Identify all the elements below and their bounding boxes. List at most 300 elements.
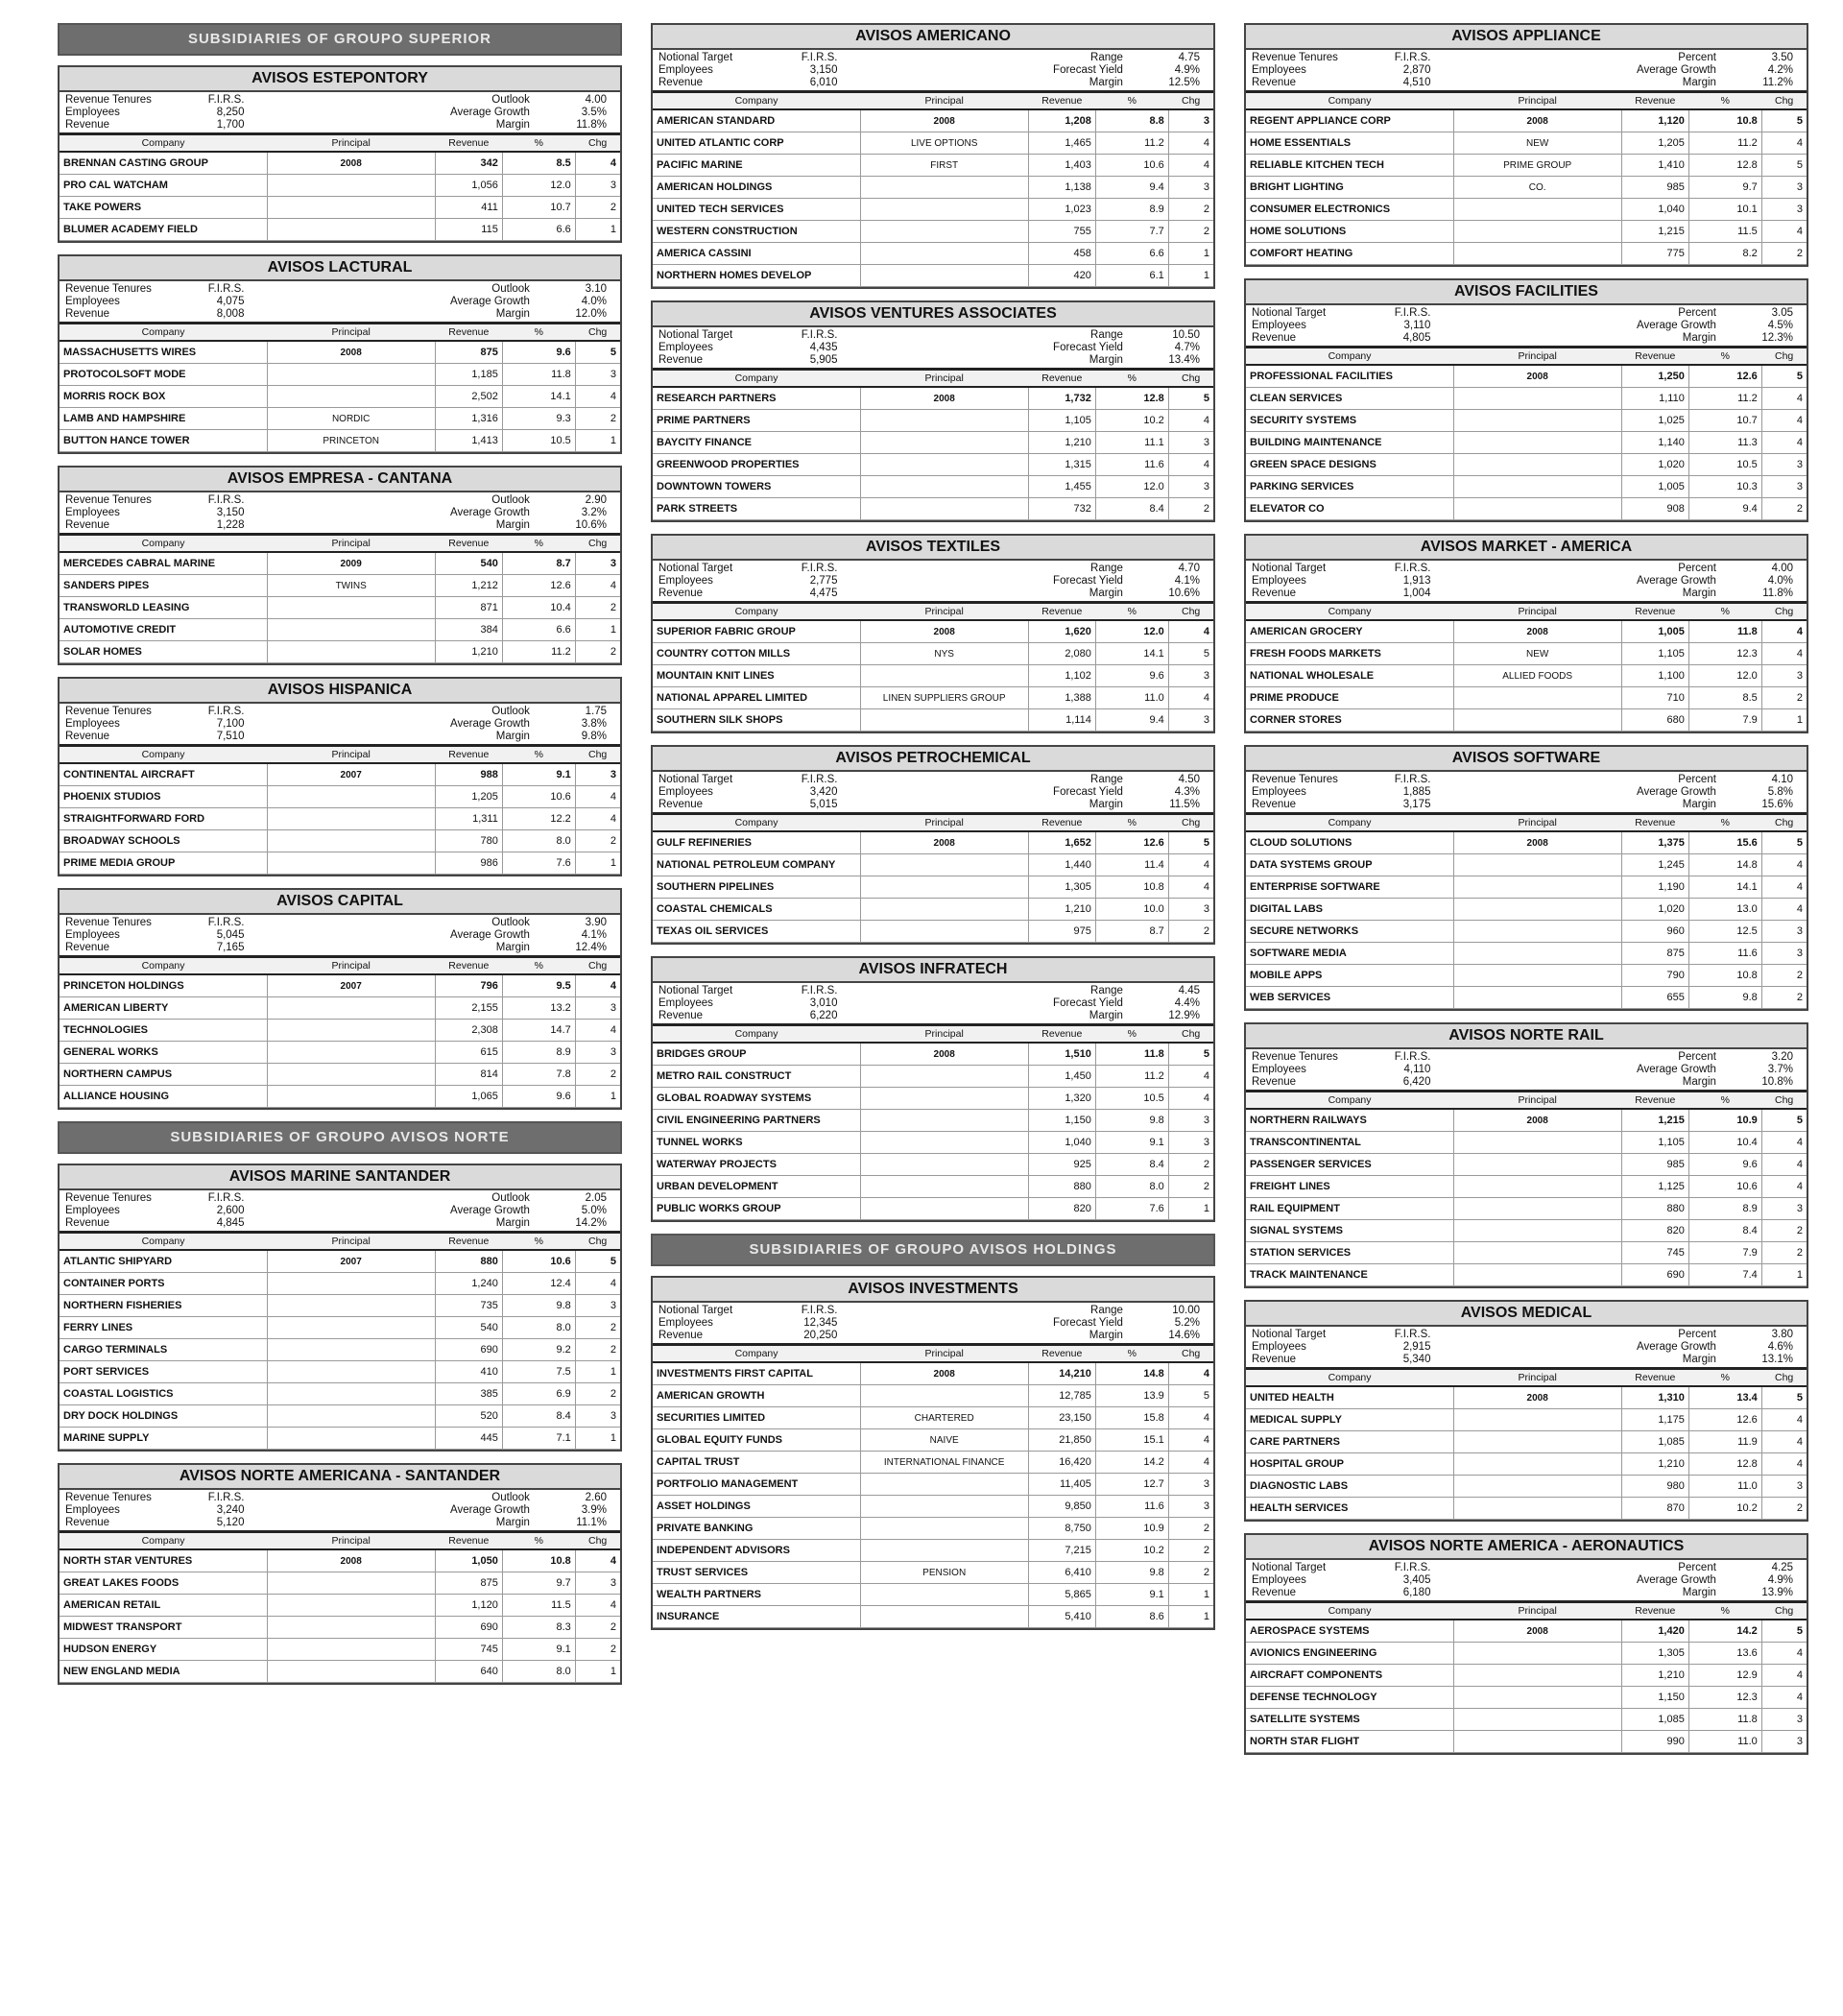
company-name: MASSACHUSETTS WIRES (60, 341, 267, 364)
company-name: RELIABLE KITCHEN TECH (1246, 155, 1453, 177)
principal: 2008 (1453, 831, 1621, 854)
change: 1 (1761, 709, 1807, 732)
table-row (60, 786, 620, 808)
header-row (1246, 1603, 1807, 1620)
table-title: AVISOS AMERICANO (653, 25, 1213, 50)
company-name: AMERICAN HOLDINGS (653, 177, 860, 199)
revenue: 342 (435, 152, 502, 175)
table-row (1246, 365, 1807, 388)
company-name: GLOBAL EQUITY FUNDS (653, 1429, 860, 1452)
principal (267, 1339, 435, 1361)
info-value: 12,345 (803, 1317, 838, 1329)
principal (1453, 1409, 1621, 1431)
change: 5 (1761, 1620, 1807, 1643)
revenue: 680 (1621, 709, 1688, 732)
change: 4 (575, 786, 620, 808)
info-value: 4.10 (1771, 774, 1793, 785)
change: 4 (575, 575, 620, 597)
subsidiary-table (651, 534, 1215, 733)
info-label: Revenue Tenures (65, 494, 152, 506)
company-name: HOME SOLUTIONS (1246, 221, 1453, 243)
column-header: Chg (1168, 1346, 1213, 1362)
column-header: Chg (1761, 815, 1807, 831)
table-row (653, 1385, 1213, 1407)
percent: 6.6 (1095, 243, 1168, 265)
percent: 9.7 (1688, 177, 1761, 199)
principal: 2008 (267, 341, 435, 364)
info-label: Margin (1089, 354, 1123, 366)
revenue: 1,210 (1028, 899, 1095, 921)
table-row (1246, 199, 1807, 221)
company-name: CONSUMER ELECTRONICS (1246, 199, 1453, 221)
company-name: GREENWOOD PROPERTIES (653, 454, 860, 476)
company-name: CIVIL ENGINEERING PARTNERS (653, 1110, 860, 1132)
info-value: 10.6% (1168, 588, 1200, 599)
change: 2 (1761, 1220, 1807, 1242)
info-label: Notional Target (658, 985, 733, 996)
company-name: MIDWEST TRANSPORT (60, 1617, 267, 1639)
company-name: LAMB AND HAMPSHIRE (60, 408, 267, 430)
percent: 8.2 (1688, 243, 1761, 265)
change: 3 (1761, 943, 1807, 965)
table-row (1246, 665, 1807, 687)
company-name: SECURITIES LIMITED (653, 1407, 860, 1429)
info-label: Employees (65, 929, 120, 941)
info-value: 4.00 (1771, 563, 1793, 574)
info-value: 3.9% (581, 1504, 607, 1516)
percent: 15.6 (1688, 831, 1761, 854)
table-row (653, 709, 1213, 732)
info-label: Employees (1252, 1574, 1306, 1586)
change: 3 (1761, 921, 1807, 943)
principal: NEW (1453, 643, 1621, 665)
change: 3 (575, 364, 620, 386)
info-value: 8,250 (216, 107, 245, 118)
principal (267, 830, 435, 852)
company-name: PACIFIC MARINE (653, 155, 860, 177)
revenue: 420 (1028, 265, 1095, 287)
change: 1 (1168, 243, 1213, 265)
column-right (1244, 23, 1808, 1766)
info-value: 4,435 (809, 342, 838, 353)
percent: 12.6 (1095, 831, 1168, 854)
table-row (1246, 620, 1807, 643)
table-row (653, 1066, 1213, 1088)
column-middle (651, 23, 1215, 1642)
revenue: 1,375 (1621, 831, 1688, 854)
info-value: 10.00 (1172, 1305, 1200, 1316)
company-name: ATLANTIC SHIPYARD (60, 1250, 267, 1273)
percent: 7.9 (1688, 709, 1761, 732)
company-name: SUPERIOR FABRIC GROUP (653, 620, 860, 643)
info-label: Notional Target (658, 774, 733, 785)
change: 4 (1168, 876, 1213, 899)
revenue: 2,502 (435, 386, 502, 408)
principal: 2008 (267, 1549, 435, 1572)
principal (267, 1572, 435, 1595)
company-name: PROTOCOLSOFT MODE (60, 364, 267, 386)
info-label: Margin (495, 119, 530, 131)
info-value: 4,845 (216, 1217, 245, 1229)
percent: 11.0 (1688, 1476, 1761, 1498)
header-row (1246, 815, 1807, 831)
info-label: Revenue (658, 77, 704, 88)
revenue: 14,210 (1028, 1362, 1095, 1385)
percent: 14.1 (1095, 643, 1168, 665)
info-value: 12.0% (575, 308, 607, 320)
info-label: Range (1090, 985, 1123, 996)
info-value: 5.0% (581, 1205, 607, 1216)
principal: NYS (860, 643, 1028, 665)
table-row (653, 410, 1213, 432)
principal (860, 899, 1028, 921)
principal: 2008 (860, 620, 1028, 643)
company-name: DATA SYSTEMS GROUP (1246, 854, 1453, 876)
info-label: Percent (1678, 563, 1716, 574)
info-label: Revenue Tenures (65, 283, 152, 295)
company-name: UNITED ATLANTIC CORP (653, 132, 860, 155)
company-name: AMERICA CASSINI (653, 243, 860, 265)
column-header: Principal (1453, 604, 1621, 620)
percent: 9.1 (1095, 1584, 1168, 1606)
percent: 10.6 (1688, 1176, 1761, 1198)
revenue: 1,114 (1028, 709, 1095, 732)
info-label: Margin (1682, 588, 1716, 599)
info-value: 3,150 (216, 507, 245, 518)
change: 3 (1761, 476, 1807, 498)
change: 1 (1168, 265, 1213, 287)
percent: 14.8 (1688, 854, 1761, 876)
info-label: Margin (1089, 1330, 1123, 1341)
revenue: 1,185 (435, 364, 502, 386)
section-banner: SUBSIDIARIES OF GROUPO SUPERIOR (58, 23, 622, 56)
change: 3 (1761, 1476, 1807, 1498)
info-value: 10.6% (575, 519, 607, 531)
info-value: 5,905 (809, 354, 838, 366)
revenue: 908 (1621, 498, 1688, 520)
subsidiary-table (651, 1276, 1215, 1630)
table-row (1246, 1620, 1807, 1643)
column-header: Company (1246, 815, 1453, 831)
company-name: SATELLITE SYSTEMS (1246, 1709, 1453, 1731)
header-row (653, 815, 1213, 831)
table-row (1246, 965, 1807, 987)
info-label: Employees (1252, 320, 1306, 331)
principal (860, 432, 1028, 454)
company-name: UNITED HEALTH (1246, 1386, 1453, 1409)
section-banner: SUBSIDIARIES OF GROUPO AVISOS HOLDINGS (651, 1234, 1215, 1266)
change: 4 (1761, 432, 1807, 454)
revenue: 1,215 (1621, 221, 1688, 243)
header-row (653, 604, 1213, 620)
column-header: Company (1246, 1370, 1453, 1386)
percent: 11.4 (1095, 854, 1168, 876)
info-value: F.I.R.S. (1394, 1329, 1431, 1340)
column-header: Revenue (435, 1533, 502, 1549)
info-label: Average Growth (450, 296, 530, 307)
table-row (1246, 1242, 1807, 1264)
info-spacer (1438, 799, 1603, 810)
percent: 13.4 (1688, 1386, 1761, 1409)
info-label: Average Growth (450, 1205, 530, 1216)
info-label: Average Growth (450, 718, 530, 730)
principal: NEW (1453, 132, 1621, 155)
principal (1453, 921, 1621, 943)
principal (1453, 854, 1621, 876)
info-value: F.I.R.S. (1394, 52, 1431, 63)
info-value: 11.8% (1762, 588, 1793, 599)
company-name: CONTAINER PORTS (60, 1273, 267, 1295)
column-header: % (502, 1533, 575, 1549)
info-label: Average Growth (450, 507, 530, 518)
subsidiary-table (651, 745, 1215, 945)
percent: 9.4 (1095, 709, 1168, 732)
principal (267, 786, 435, 808)
revenue: 1,210 (1028, 432, 1095, 454)
header-row (653, 371, 1213, 387)
info-value: 3.80 (1771, 1329, 1793, 1340)
company-name: NORTH STAR VENTURES (60, 1549, 267, 1572)
table-row (1246, 1687, 1807, 1709)
percent: 7.5 (502, 1361, 575, 1383)
revenue: 875 (435, 1572, 502, 1595)
column-header: Company (60, 1234, 267, 1250)
company-name: TAKE POWERS (60, 197, 267, 219)
percent: 12.6 (502, 575, 575, 597)
principal (1453, 1453, 1621, 1476)
info-spacer (845, 563, 1010, 574)
principal (1453, 1498, 1621, 1520)
principal (860, 410, 1028, 432)
change: 5 (1761, 109, 1807, 132)
info-label: Revenue Tenures (65, 94, 152, 106)
revenue: 1,020 (1621, 899, 1688, 921)
info-value: 13.4% (1168, 354, 1200, 366)
info-label: Margin (1089, 799, 1123, 810)
company-name: NORTHERN FISHERIES (60, 1295, 267, 1317)
table-row (653, 1606, 1213, 1628)
percent: 9.6 (1095, 665, 1168, 687)
info-label: Percent (1678, 1051, 1716, 1063)
percent: 9.6 (502, 1086, 575, 1108)
info-label: Margin (495, 1217, 530, 1229)
info-value: 2,775 (809, 575, 838, 587)
percent: 7.7 (1095, 221, 1168, 243)
column-header: Revenue (1621, 348, 1688, 365)
column-header: Company (1246, 1092, 1453, 1109)
info-label: Revenue (65, 942, 110, 953)
company-name: SECURITY SYSTEMS (1246, 410, 1453, 432)
table-row (653, 177, 1213, 199)
table-row (653, 899, 1213, 921)
percent: 9.1 (502, 763, 575, 786)
change: 5 (1761, 1386, 1807, 1409)
info-value: 4.45 (1178, 985, 1200, 996)
company-name: SOFTWARE MEDIA (1246, 943, 1453, 965)
change: 4 (1168, 1407, 1213, 1429)
table-row (653, 199, 1213, 221)
company-name: INSURANCE (653, 1606, 860, 1628)
change: 4 (1168, 410, 1213, 432)
company-name: PHOENIX STUDIOS (60, 786, 267, 808)
percent: 11.6 (1688, 943, 1761, 965)
company-name: COASTAL CHEMICALS (653, 899, 860, 921)
column-header: Principal (860, 93, 1028, 109)
change: 5 (1761, 831, 1807, 854)
revenue: 1,085 (1621, 1709, 1688, 1731)
column-header: % (1095, 604, 1168, 620)
percent: 8.4 (1688, 1220, 1761, 1242)
subsidiary-table (1244, 745, 1808, 1011)
company-name: CLEAN SERVICES (1246, 388, 1453, 410)
info-label: Employees (65, 296, 120, 307)
company-name: NORTHERN RAILWAYS (1246, 1109, 1453, 1132)
info-label: Employees (658, 997, 713, 1009)
table-row (60, 1317, 620, 1339)
column-left (58, 23, 622, 1696)
principal (1453, 1198, 1621, 1220)
info-label: Revenue Tenures (65, 706, 152, 717)
revenue: 1,025 (1621, 410, 1688, 432)
change: 4 (1168, 1066, 1213, 1088)
column-header: Chg (575, 958, 620, 974)
info-label: Average Growth (1637, 64, 1716, 76)
summary-info (1246, 772, 1807, 815)
revenue: 1,212 (435, 575, 502, 597)
summary-info (653, 327, 1213, 371)
info-value: 1,885 (1402, 786, 1431, 798)
principal (860, 1154, 1028, 1176)
change: 5 (1761, 1109, 1807, 1132)
table-row (1246, 1409, 1807, 1431)
info-label: Revenue (658, 1330, 704, 1341)
company-name: GREEN SPACE DESIGNS (1246, 454, 1453, 476)
percent: 14.7 (502, 1020, 575, 1042)
table-row (60, 341, 620, 364)
info-label: Margin (495, 731, 530, 742)
info-label: Average Growth (1637, 575, 1716, 587)
info-value: F.I.R.S. (1394, 774, 1431, 785)
percent: 8.6 (1095, 1606, 1168, 1628)
principal (267, 386, 435, 408)
percent: 11.1 (1095, 432, 1168, 454)
change: 4 (1761, 620, 1807, 643)
principal (860, 265, 1028, 287)
table-row (1246, 410, 1807, 432)
change: 4 (1168, 1452, 1213, 1474)
info-label: Margin (1089, 1010, 1123, 1021)
percent: 6.6 (502, 219, 575, 241)
summary-info (653, 1303, 1213, 1346)
percent: 9.8 (1095, 1110, 1168, 1132)
principal (267, 1361, 435, 1383)
revenue: 690 (1621, 1264, 1688, 1286)
percent: 12.4 (502, 1273, 575, 1295)
info-spacer (845, 997, 1010, 1009)
principal: 2008 (1453, 1386, 1621, 1409)
revenue: 1,210 (435, 641, 502, 663)
column-header: % (1688, 815, 1761, 831)
change: 3 (575, 175, 620, 197)
principal: ALLIED FOODS (1453, 665, 1621, 687)
info-value: 4,075 (216, 296, 245, 307)
table-row (60, 1250, 620, 1273)
revenue: 985 (1621, 1154, 1688, 1176)
company-name: COUNTRY COTTON MILLS (653, 643, 860, 665)
principal (1453, 454, 1621, 476)
table-row (653, 1043, 1213, 1066)
table-title: AVISOS PETROCHEMICAL (653, 747, 1213, 772)
column-header: Principal (267, 1533, 435, 1549)
info-value: 13.9% (1761, 1587, 1793, 1598)
company-table (60, 958, 620, 1108)
info-label: Outlook (491, 706, 530, 717)
info-label: Revenue (65, 1217, 110, 1229)
company-table (1246, 604, 1807, 732)
info-label: Margin (495, 519, 530, 531)
percent: 10.5 (1688, 454, 1761, 476)
company-name: HOSPITAL GROUP (1246, 1453, 1453, 1476)
table-row (60, 1617, 620, 1639)
change: 4 (575, 1020, 620, 1042)
header-row (60, 1533, 620, 1549)
info-value: F.I.R.S. (207, 494, 245, 506)
info-spacer (845, 774, 1010, 785)
info-label: Revenue (65, 119, 110, 131)
company-name: MARINE SUPPLY (60, 1428, 267, 1450)
change: 5 (1168, 643, 1213, 665)
table-row (653, 1429, 1213, 1452)
principal (1453, 687, 1621, 709)
percent: 8.7 (1095, 921, 1168, 943)
column-header: Revenue (435, 536, 502, 552)
table-row (1246, 1109, 1807, 1132)
info-label: Revenue (1252, 588, 1297, 599)
percent: 10.1 (1688, 199, 1761, 221)
revenue: 880 (1028, 1176, 1095, 1198)
info-label: Revenue (1252, 332, 1297, 344)
info-value: 6,010 (809, 77, 838, 88)
subsidiary-table (1244, 278, 1808, 522)
percent: 8.9 (1688, 1198, 1761, 1220)
table-row (653, 687, 1213, 709)
info-value: 3,110 (1403, 320, 1431, 331)
company-name: GENERAL WORKS (60, 1042, 267, 1064)
company-name: DIGITAL LABS (1246, 899, 1453, 921)
change: 4 (1168, 155, 1213, 177)
change: 4 (1168, 1088, 1213, 1110)
revenue: 780 (435, 830, 502, 852)
percent: 12.0 (502, 175, 575, 197)
principal (860, 1176, 1028, 1198)
company-name: AMERICAN LIBERTY (60, 997, 267, 1020)
header-row (1246, 93, 1807, 109)
info-value: F.I.R.S. (207, 1492, 245, 1503)
change: 3 (1168, 432, 1213, 454)
principal (267, 997, 435, 1020)
info-value: F.I.R.S. (207, 94, 245, 106)
info-label: Employees (65, 1504, 120, 1516)
info-value: 12.9% (1168, 1010, 1200, 1021)
principal (1453, 1709, 1621, 1731)
company-name: AMERICAN RETAIL (60, 1595, 267, 1617)
principal (1453, 476, 1621, 498)
company-name: TRUST SERVICES (653, 1562, 860, 1584)
company-name: AEROSPACE SYSTEMS (1246, 1620, 1453, 1643)
table-row (653, 1518, 1213, 1540)
principal (1453, 965, 1621, 987)
info-spacer (1438, 64, 1603, 76)
